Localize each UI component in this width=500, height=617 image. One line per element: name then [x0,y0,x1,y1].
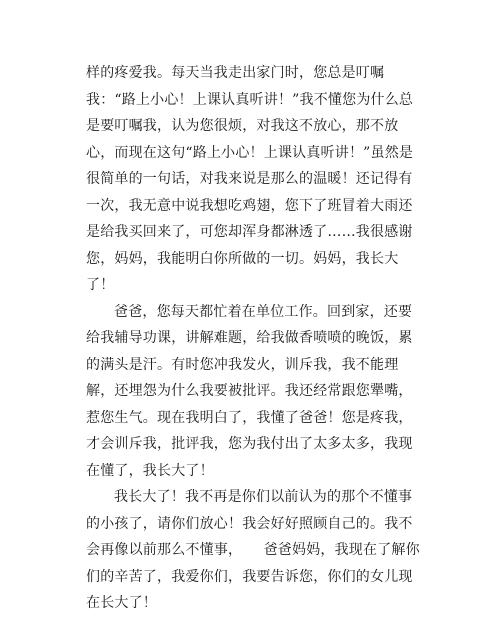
paragraph-grown-up: 我长大了！我不再是你们以前认为的那个不懂事的小孩了，请你们放心！我会好好照顾自己的。我不会再像以前那么不懂事， 爸爸妈妈，我现在了解你们的辛苦了，我爱你们，我要告诉您，你们的女儿现在长大了！ [86,489,420,611]
paragraph-mother: 样的疼爱我。每天当我走出家门时，您总是叮嘱我：“路上小心！上课认真听讲！”我不懂您为什么总是要叮嘱我，认为您很烦，对我这不放心，那不放心，而现在这句“路上小心！上课认真听讲！”虽然是很简单的一句话，对我来说是那么的温暖！还记得有一次，我无意中说我想吃鸡翅，您下了班冒着大雨还是给我买回来了，可您却浑身都淋透了……我很感谢您，妈妈，我能明白你所做的一切。妈妈，我长大了！ [86,65,414,293]
paragraph-father: 爸爸，您每天都忙着在单位工作。回到家，还要给我辅导功课，讲解难题，给我做香喷喷的晚饭，累的满头是汗。有时您冲我发火，训斥我，我不能理解，还埋怨为什么我要被批评。我还经常跟您犟嘴，惹您生气。现在我明白了，我懂了爸爸！您是疼我，才会训斥我，批评我，您为我付出了太多太多，我现在懂了，我长大了！ [86,303,413,479]
document-body [86,60,424,617]
